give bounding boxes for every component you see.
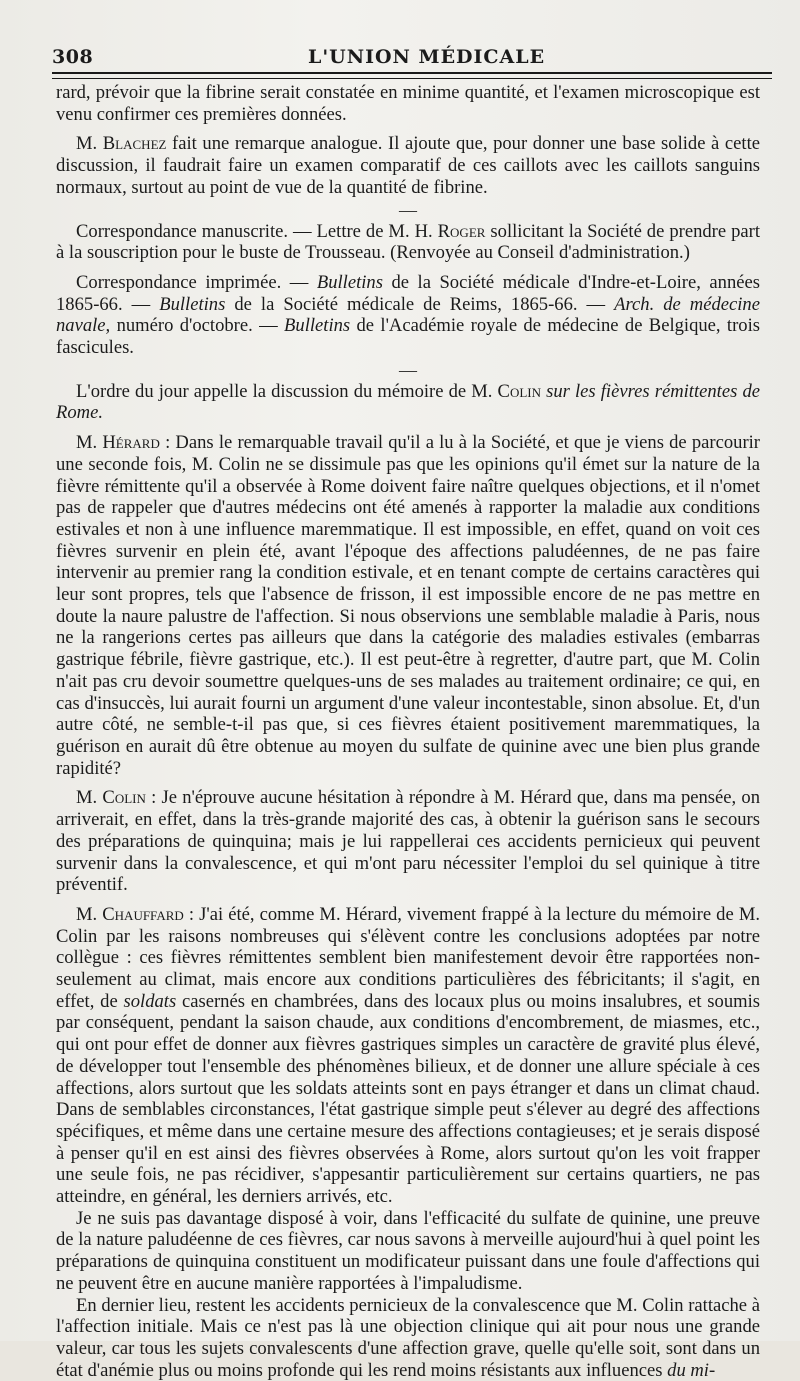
text-run: Correspondance manuscrite. — Lettre de M. H. (76, 220, 438, 242)
text-run: : J'ai été, comme M. Hérard, vivement frappé à la lecture du mémoire de M. Colin par les raisons nombreuses qui s'élèvent contre les conclusions adoptées par notre collègue : ces fièvres rémittentes semblent bien manifestement devoir être rapportées non-seulement au climat, mais encore aux conditions particulières des fébricitants; il s'agit, en effet, de (56, 903, 760, 1012)
paragraph-text: : Dans le remarquable travail qu'il a lu à la Société, et que je viens de parcourir une seconde fois, M. Colin ne se dissimule pas que les opinions qu'il émet sur la nature de la fièvre rémittente qu'il a observée à Rome doivent faire naître quelques objections, et il n'omet pas de rappeler que d'autres médecins ont été amenés à rapporter la maladie aux conditions estivales et non à une influence maremmatique. Il est impossible, en effet, quand on voit ces fièvres survenir en plein été, avant l'époque des affections paludéennes, de ne pas faire intervenir au premier rang la condition estivale, et en tenant compte de certains caractères qui leur sont propres, tels que l'absence de frisson, il est impossible encore de ne pas mettre en doute la naure palustre de l'affection. Si nous observions une semblable maladie à Paris, nous ne la rangerions certes pas ailleurs que dans la catégorie des maladies estivales (embarras gastrique fébrile, fièvre gastrique, etc.). Il est peut-être à regretter, d'autre part, que M. Colin n'ait pas cru devoir soumettre quelques-uns de ses malades au traitement ordinaire; ce qui, en cas d'insuccès, lui aurait fourni un argument d'une valeur incontestable, sinon absolue. Et, d'un autre côté, ne semble-t-il pas que, si ces fièvres étaient positivement maremmatiques, la guérison en aurait dû être obtenue au moyen du sulfate de quinine avec une bien plus grande rapidité? (56, 432, 761, 779)
publication-title: Arch. de médecine navale, (56, 293, 760, 337)
section-separator: — (399, 359, 417, 380)
speaker-name: M. Chauffard (76, 903, 184, 925)
text-run: de l'Académie royale de médecine de Belgique, trois fascicules. (56, 315, 760, 359)
text-run: sollicitant la Société de prendre part à la souscription pour le buste de Trousseau. (Renvoyée au Conseil d'administration.) (56, 220, 760, 264)
text-run: casernés en chambrées, dans des locaux plus ou moins insalubres, et soumis par conséquent, pendant la saison chaude, aux conditions d'encombrement, de miasmes, etc., qui ont pour effet de donner aux fièvres gastriques simples un caractère de gravité plus élevé, de développer tout l'ensemble des phénomènes bilieux, et de donner une allure spéciale à ces affections, alors surtout que les soldats atteints sont en pays étranger et dans un climat chaud. Dans de semblables circonstances, l'état gastrique simple peut s'élever au degré des affections spécifiques, et même dans une certaine mesure des affections contagieuses; et je serais disposé à penser qu'il en est ainsi des fièvres observées à Rome, alors surtout qu'on les voit frapper une seule fois, ne pas récidiver, s'appesantir particulièrement sur certains quartiers, ne pas atteindre, en général, les derniers arrivés, etc. (56, 990, 760, 1208)
text-run: L'ordre du jour appelle la discussion du mémoire de M. (76, 380, 498, 402)
speaker-name: M. Hérard (76, 432, 160, 454)
text-run: numéro d'octobre. — (110, 315, 285, 337)
paragraph-chauffard (56, 904, 760, 1208)
paragraph-correspondance-imprimee (56, 272, 760, 359)
emphasis-text: du mi- (667, 1359, 716, 1381)
page-body (56, 82, 760, 1381)
journal-title: L'UNION MÉDICALE (308, 46, 546, 68)
paragraph-colin (56, 787, 760, 896)
person-name: Colin (497, 380, 541, 402)
paragraph-blachez (56, 133, 760, 198)
person-name: Roger (437, 220, 486, 242)
text-run: de la Société médicale de Reims, 1865-66. — (225, 293, 615, 315)
publication-title: Bulletins (284, 315, 351, 337)
page-number: 308 (52, 46, 94, 68)
publication-title: Bulletins (159, 293, 226, 315)
text-run: Correspondance imprimée. — (76, 271, 317, 293)
paragraph-accidents-pernicieux (56, 1295, 760, 1381)
text-run: En dernier lieu, restent les accidents pernicieux de la convalescence que M. Colin rattache à l'affection initiale. Mais ce n'est pas là une objection clinique qui ait pour nous une grande valeur, car tous les sujets convalescents d'une affection grave, quelle qu'elle soit, sont dans un état d'anémie plus ou moins profonde qui les rend moins résistants aux influences (56, 1294, 760, 1381)
speaker-name: M. Blachez (76, 133, 167, 155)
section-separator: — (399, 199, 417, 220)
paragraph-continuation: rard, prévoir que la fibrine serait constatée en minime quantité, et l'examen microscopique est venu confirmer ces premières données. (56, 82, 760, 125)
paragraph-text: : Je n'éprouve aucune hésitation à répondre à M. Hérard que, dans ma pensée, on arriverait, en effet, dans la très-grande majorité des cas, à obtenir la guérison sans le secours des préparations de quinquina; mais je lui rappellerai ces accidents pernicieux qui peuvent survenir dans la convalescence, et qui m'ont paru nécessiter l'emploi du sel quinique à titre préventif. (56, 787, 761, 896)
header-rule-thin (52, 78, 772, 79)
publication-title: Bulletins (316, 271, 383, 293)
paragraph-quinine: Je ne suis pas davantage disposé à voir, dans l'efficacité du sulfate de quinine, une preuve de la nature paludéenne de ces fièvres, car nous savons à merveille aujourd'hui à quel point les préparations de quinquina constituent un modificateur puissant dans une foule d'affections qui ne peuvent être en aucune manière rapportées à l'impaludisme. (56, 1207, 760, 1294)
header-rule (52, 72, 772, 74)
paragraph-herard (56, 432, 760, 779)
memoir-title: sur les fièvres rémittentes de Rome. (56, 380, 760, 424)
speaker-name: M. Colin (76, 787, 146, 809)
paragraph-correspondance-manuscrite (56, 221, 760, 264)
text-run: de la Société médicale d'Indre-et-Loire, années 1865-66. — (56, 271, 760, 315)
paragraph-text: fait une remarque analogue. Il ajoute que, pour donner une base solide à cette discussion, il faudrait faire un examen comparatif de ces caillots avec les caillots sanguins normaux, surtout au point de vue de la quantité de fibrine. (56, 133, 760, 198)
emphasis-text: soldats (123, 990, 177, 1012)
page-header (52, 44, 760, 74)
paragraph-ordre-du-jour (56, 381, 760, 424)
